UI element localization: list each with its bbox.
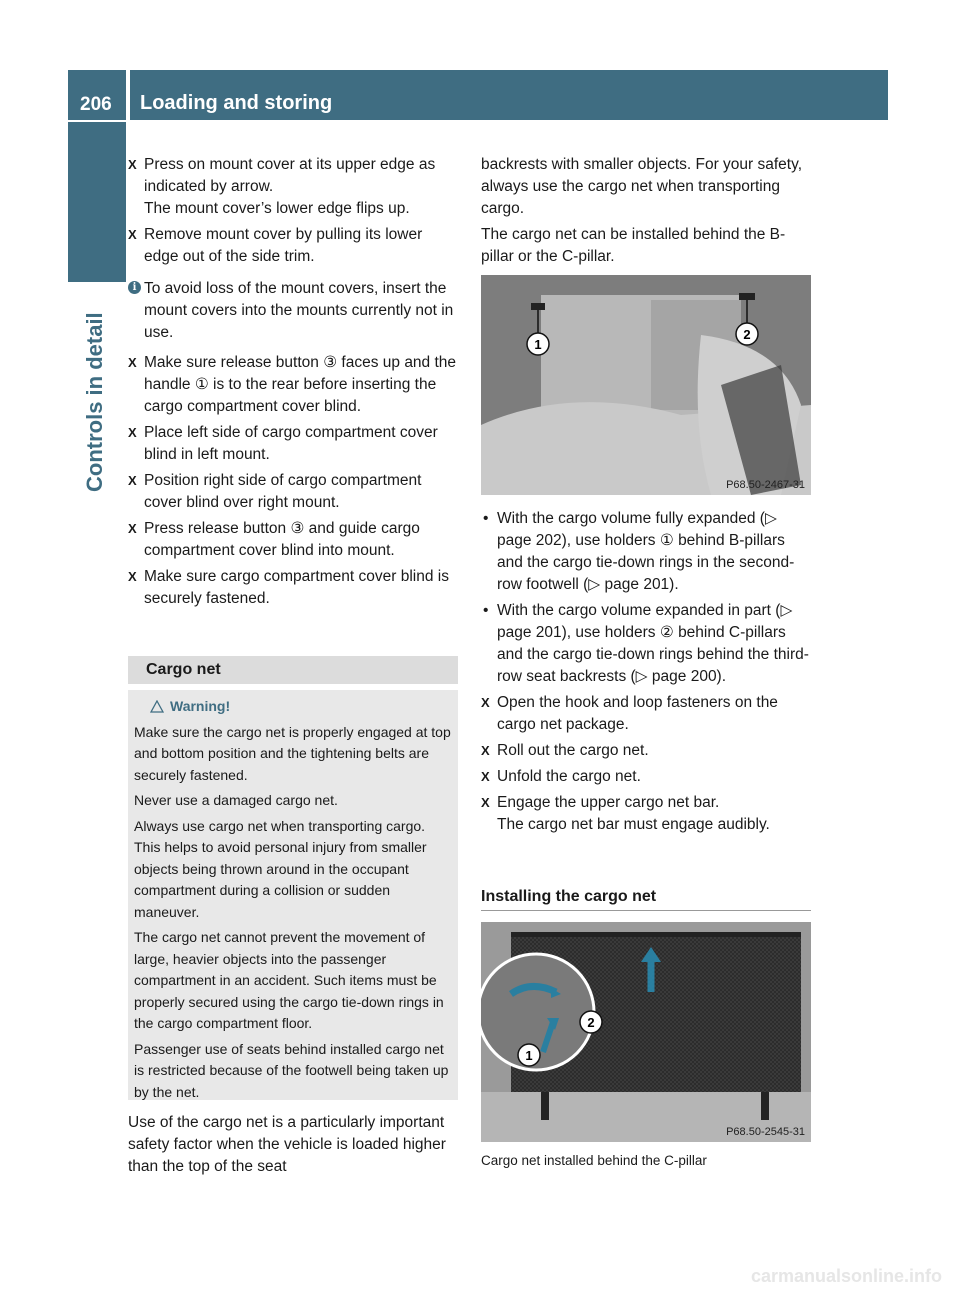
image-code: P68.50-2467-31 [726, 479, 805, 491]
step-arrow-icon: X [128, 473, 137, 488]
warning-triangle-icon [150, 700, 164, 713]
step-arrow-icon: X [128, 355, 137, 370]
side-label-text: Controls in detail [82, 312, 107, 492]
warning-title-text: Warning! [170, 698, 231, 714]
step-arrow-icon: X [128, 157, 137, 172]
installing-heading: Installing the cargo net [481, 888, 811, 911]
step-arrow-icon: X [128, 425, 137, 440]
warning-box [128, 690, 458, 1100]
section-title: Loading and storing [130, 70, 888, 120]
warning-paragraph: The cargo net cannot prevent the movement of large, heavier objects into the passenger compartment in an accident. Such items must be properly secured using the cargo tie-down rings in the cargo compartment floor. [134, 929, 444, 1031]
step-item [481, 692, 813, 736]
step-item [128, 154, 460, 220]
warning-paragraph: Make sure the cargo net is properly engaged at top and bottom position and the tightening belts are securely fastened. [134, 723, 451, 783]
step-result: The mount cover’s lower edge flips up. [144, 200, 410, 217]
right-column-middle [481, 508, 813, 840]
bullet-icon: • [483, 602, 489, 619]
step-item [128, 422, 460, 466]
step-arrow-icon: X [128, 227, 137, 242]
step-item [481, 792, 813, 836]
step-text: Make sure cargo compartment cover blind is securely fastened. [144, 568, 449, 607]
step-arrow-icon: X [481, 769, 490, 784]
step-text: Unfold the cargo net. [497, 768, 641, 785]
info-icon: i [128, 281, 141, 294]
step-text: Press on mount cover at its upper edge as indicated by arrow. [144, 156, 436, 195]
step-text: Roll out the cargo net. [497, 742, 649, 759]
list-item [481, 508, 813, 596]
step-result: The cargo net bar must engage audibly. [497, 816, 770, 833]
cargo-net-heading: Cargo net [128, 656, 458, 684]
step-text: Position right side of cargo compartment cover blind over right mount. [144, 472, 422, 511]
list-item-text: With the cargo volume expanded in part (▷ page 201), use holders ② behind C-pillars and the cargo tie-down rings behind the third-row seat backrests (▷ page 200). [497, 602, 809, 685]
warning-paragraph: Always use cargo net when transporting cargo. This helps to avoid personal injury from smaller objects being thrown around in the occupant compartment during a collision or sudden maneuver. [134, 817, 427, 920]
image-caption: Cargo net installed behind the C-pillar [481, 1153, 707, 1168]
step-item [128, 352, 460, 418]
left-column [128, 154, 460, 614]
step-item [481, 740, 813, 762]
step-item [128, 566, 460, 610]
warning-title [150, 696, 452, 718]
list-item [481, 600, 813, 688]
step-item [481, 766, 813, 788]
step-text: Open the hook and loop fasteners on the cargo net package. [497, 694, 778, 733]
side-label [82, 132, 112, 492]
cargo-net-illustration [481, 922, 811, 1142]
step-arrow-icon: X [128, 569, 137, 584]
callout-1: 1 [534, 337, 542, 352]
step-text: Remove mount cover by pulling its lower edge out of the side trim. [144, 226, 423, 265]
car-interior-illustration [481, 275, 811, 495]
callout-2: 2 [743, 327, 751, 342]
watermark: carmanualsonline.info [750, 1266, 942, 1286]
step-arrow-icon: X [481, 795, 490, 810]
warning-paragraph: Never use a damaged cargo net. [134, 792, 338, 808]
step-item [128, 224, 460, 268]
step-item [128, 518, 460, 562]
body-paragraph: The cargo net can be installed behind the B-pillar or the C-pillar. [481, 226, 786, 265]
body-paragraph: Use of the cargo net is a particularly important safety factor when the vehicle is loaded higher than the top of the seat [128, 1114, 446, 1175]
step-arrow-icon: X [128, 521, 137, 536]
step-text: Engage the upper cargo net bar. [497, 794, 720, 811]
step-arrow-icon: X [481, 695, 490, 710]
list-item-text: With the cargo volume fully expanded (▷ page 202), use holders ① behind B-pillars and the cargo tie-down rings in the second-row footwell (▷ page 201). [497, 510, 795, 593]
step-text: Press release button ③ and guide cargo compartment cover blind into mount. [144, 520, 420, 559]
cargo-net-installed-image [481, 922, 811, 1142]
callout-2: 2 [587, 1015, 595, 1030]
info-text: To avoid loss of the mount covers, insert the mount covers into the mounts currently not in use. [144, 280, 454, 341]
body-paragraph: backrests with smaller objects. For your safety, always use the cargo net when transporting cargo. [481, 156, 803, 217]
right-column-top [481, 154, 813, 272]
image-code: P68.50-2545-31 [726, 1126, 805, 1138]
bullet-icon: • [483, 510, 489, 527]
warning-paragraph: Passenger use of seats behind installed cargo net is restricted because of the footwell being taken up by the net. [134, 1040, 449, 1100]
step-arrow-icon: X [481, 743, 490, 758]
callout-1: 1 [525, 1048, 533, 1063]
cargo-net-holders-image [481, 275, 811, 495]
page-number: 206 [68, 70, 126, 120]
info-note [128, 278, 460, 344]
step-text: Make sure release button ③ faces up and the handle ① is to the rear before inserting the cargo compartment cover blind. [144, 354, 457, 415]
step-item [128, 470, 460, 514]
step-text: Place left side of cargo compartment cover blind in left mount. [144, 424, 438, 463]
